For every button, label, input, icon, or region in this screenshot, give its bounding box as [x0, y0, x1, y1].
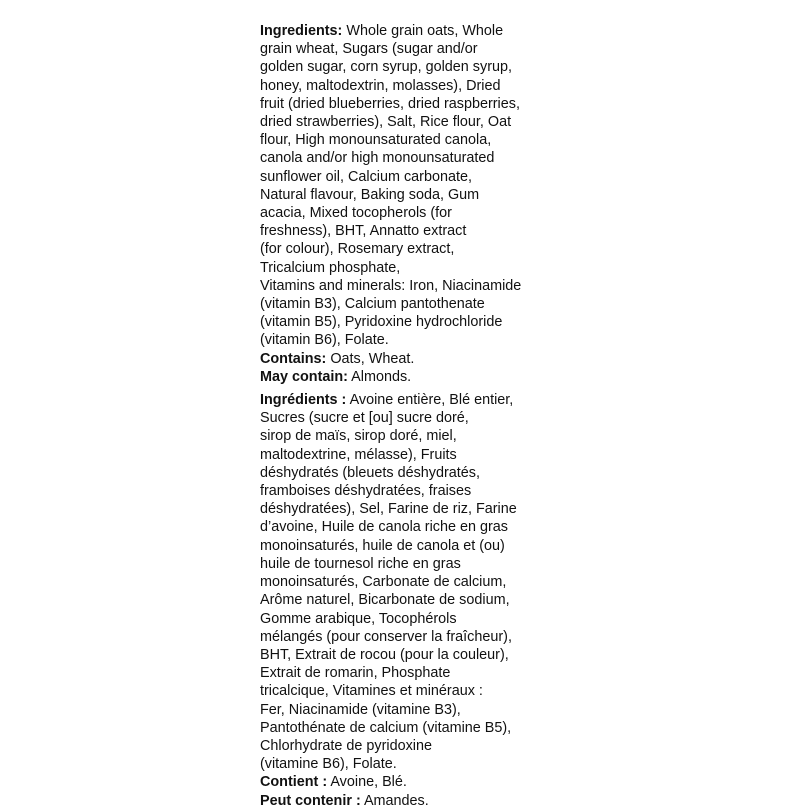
french-contains-line: [260, 773, 560, 791]
english-ingredients-text: Whole grain oats, Whole: [342, 23, 504, 39]
english-ingredients-text: dried strawberries), Salt, Rice flour, Oat: [260, 114, 512, 131]
french-ingredients-line: [260, 391, 560, 409]
english-ingredients-text: (vitamin B5), Pyridoxine hydrochloride: [260, 314, 503, 331]
french-ingredients-text: d’avoine, Huile de canola riche en gras: [260, 519, 508, 536]
english-contains-line: [260, 350, 560, 368]
french-ingredients-text: Pantothénate de calcium (vitamine B5),: [260, 719, 512, 736]
english-ingredients-text: flour, High monounsaturated canola,: [260, 132, 492, 149]
english-may-contain-line: [260, 368, 560, 386]
ingredients-panel: [260, 22, 560, 810]
french-ingredients-text: framboises déshydratées, fraises: [260, 483, 472, 500]
french-ingredients-text: Arôme naturel, Bicarbonate de sodium,: [260, 592, 510, 609]
english-ingredients-text: canola and/or high monounsaturated: [260, 150, 495, 167]
english-ingredients-line: [260, 22, 560, 40]
french-ingredients-label: Ingrédients :: [260, 392, 347, 409]
french-ingredients-block: [260, 391, 560, 810]
english-ingredients-text: grain wheat, Sugars (sugar and/or: [260, 41, 478, 58]
english-ingredients-text: freshness), BHT, Annatto extract: [260, 223, 467, 240]
french-ingredients-text: huile de tournesol riche en gras: [260, 555, 461, 572]
french-ingredients-text: sirop de maïs, sirop doré, miel,: [260, 428, 457, 445]
english-contains-label: Contains:: [260, 350, 327, 367]
english-ingredients-text: (vitamin B6), Folate.: [260, 332, 389, 349]
french-ingredients-text: Extrait de romarin, Phosphate: [260, 665, 451, 682]
french-contains-label: Contient :: [260, 774, 328, 791]
french-may-contain-line: [260, 792, 560, 810]
english-ingredients-text: acacia, Mixed tocopherols (for: [260, 205, 452, 222]
english-ingredients-text: (for colour), Rosemary extract,: [260, 241, 455, 258]
french-may-contain-label: Peut contenir :: [260, 792, 361, 809]
english-ingredients-text: Natural flavour, Baking soda, Gum: [260, 186, 480, 203]
french-ingredients-text: mélangés (pour conserver la fraîcheur),: [260, 628, 512, 645]
english-contains-value: Oats, Wheat.: [326, 350, 415, 367]
french-ingredients-text: Gomme arabique, Tocophérols: [260, 610, 457, 627]
english-ingredients-label: Ingredients:: [260, 23, 343, 39]
french-ingredients-text: tricalcique, Vitamines et minéraux :: [260, 683, 483, 700]
french-ingredients-text: déshydratés (bleuets déshydratés,: [260, 464, 480, 481]
english-ingredients-text: sunflower oil, Calcium carbonate,: [260, 168, 472, 185]
french-ingredients-text: Fer, Niacinamide (vitamine B3),: [260, 701, 461, 718]
english-ingredients-text: fruit (dried blueberries, dried raspberries,: [260, 95, 520, 112]
french-ingredients-text: maltodextrine, mélasse), Fruits: [260, 446, 457, 463]
english-ingredients-text: Tricalcium phosphate,: [260, 259, 401, 276]
french-ingredients-text: Avoine entière, Blé entier,: [346, 392, 514, 409]
english-ingredients-text: honey, maltodextrin, molasses), Dried: [260, 77, 501, 94]
french-may-contain-value: Amandes.: [360, 792, 429, 809]
english-may-contain-value: Almonds.: [347, 368, 412, 385]
english-ingredients-text: golden sugar, corn syrup, golden syrup,: [260, 59, 512, 76]
english-ingredients-text: (vitamin B3), Calcium pantothenate: [260, 296, 485, 313]
french-ingredients-text: BHT, Extrait de rocou (pour la couleur),: [260, 646, 509, 663]
french-ingredients-text: monoinsaturés, huile de canola et (ou): [260, 537, 505, 554]
english-ingredients-text: Vitamins and minerals: Iron, Niacinamide: [260, 277, 522, 294]
english-ingredients-block: [260, 22, 560, 386]
english-may-contain-label: May contain:: [260, 368, 348, 385]
french-ingredients-text: Chlorhydrate de pyridoxine: [260, 737, 432, 754]
french-contains-value: Avoine, Blé.: [327, 774, 407, 791]
french-ingredients-text: (vitamine B6), Folate.: [260, 756, 397, 773]
french-ingredients-text: monoinsaturés, Carbonate de calcium,: [260, 574, 507, 591]
french-ingredients-text: déshydratées), Sel, Farine de riz, Farine: [260, 501, 517, 518]
french-ingredients-text: Sucres (sucre et [ou] sucre doré,: [260, 410, 469, 427]
